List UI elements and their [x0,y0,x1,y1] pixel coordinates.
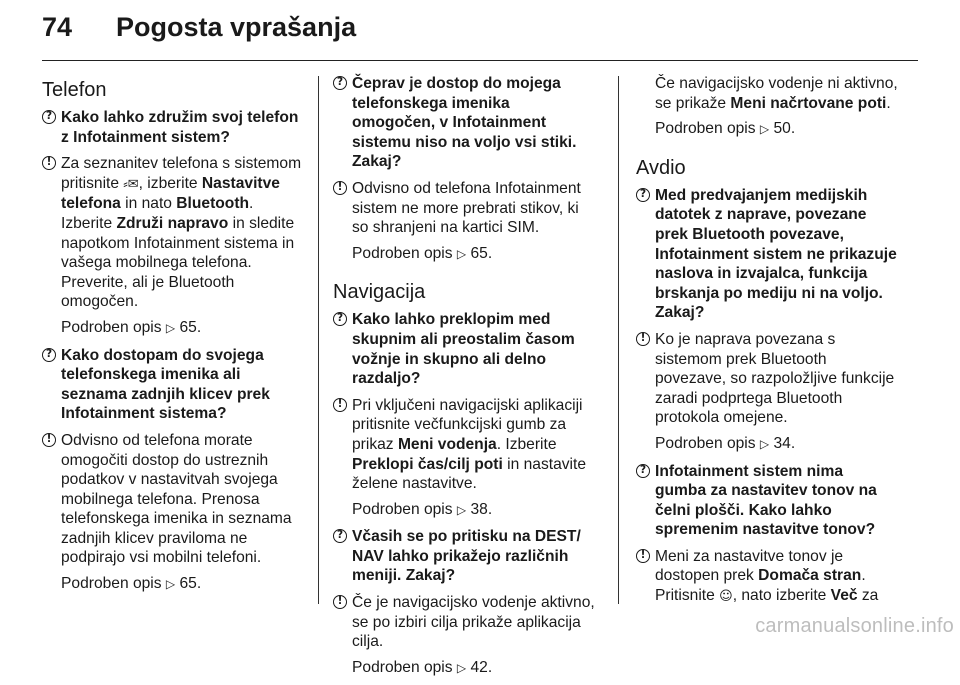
reference: Podroben opis ▷ 65. [61,318,202,336]
column-left [42,74,304,602]
answer-item [636,330,898,455]
question-icon: ? [42,348,56,362]
question-item [636,462,898,540]
reference-arrow-icon: ▷ [759,122,770,137]
question-icon: ? [636,188,650,202]
answer-text: Odvisno od telefona Infotainment sistem ne more prebrati stikov, ki so shranjeni na kartici SIM. Podroben opis ▷ 65. [352,179,595,264]
reference-arrow-icon: ▷ [165,320,176,335]
question-icon: ? [333,76,347,90]
reference: Podroben opis ▷ 65. [61,575,202,593]
page-title: Pogosta vprašanja [116,12,357,42]
question-icon: ? [333,312,347,326]
reference: Podroben opis ▷ 42. [352,658,493,676]
answer-icon: ! [636,549,650,563]
question-text: Infotainment sistem nima gumba za nastavitev tonov na čelni plošči. Kako lahko spremenim nastavitve tonov? [655,462,877,539]
answer-icon: ! [42,433,56,447]
reference-arrow-icon: ▷ [456,246,467,261]
reference: Podroben opis ▷ 65. [352,244,493,262]
answer-text: Meni za nastavitve tonov je dostopen prek Domača stran. Pritisnite ☺, nato izberite Več za [655,547,879,605]
section-heading-navigacija: Navigacija [333,281,426,304]
question-item [333,310,595,388]
question-item [42,346,304,424]
question-item [636,186,898,323]
answer-item [42,154,304,338]
answer-item [42,431,304,595]
section-heading-avdio: Avdio [636,156,686,179]
reference-arrow-icon: ▷ [759,436,770,451]
question-text: Včasih se po pritisku na DEST/ NAV lahko prikažejo različnih meniji. Zakaj? [352,528,581,585]
answer-item [333,593,595,678]
question-icon: ? [42,110,56,124]
page-header [0,0,960,62]
question-item [333,74,595,172]
question-text: Kako dostopam do svojega telefonskega imenika ali seznama zadnjih klicev prek Infotainment sistema? [61,346,270,423]
answer-text: Za seznanitev telefona s sistemom pritisnite ⸗✉, izberite Nastavitve telefona in nato Bluetooth. Izberite Združi napravo in sledite napotkom Infotainment sistema in vašega mobilnega telefona. Preverite, ali je Bluetooth omogočen. Podroben opis ▷ 65. [61,154,304,338]
answer-item [636,547,898,607]
section-heading-telefon: Telefon [42,79,107,101]
answer-text: Odvisno od telefona morate omogočiti dostop do ustreznih podatkov v nastavitvah svojega mobilnega telefona. Prenosa telefonskega imenika in seznama zadnjih klicev praviloma ne podpirajo vsi mobilni telefoni. Podroben opis ▷ 65. [61,431,304,595]
answer-text: Če navigacijsko vodenje ni aktivno, se prikaže Meni načrtovane poti. Podroben opis ▷ 50. [655,74,898,140]
question-text: Kako lahko preklopim med skupnim ali preostalim časom vožnje in skupno ali delno razdaljo? [352,311,575,388]
column-right [636,74,898,614]
answer-item [333,396,595,521]
question-text: Čeprav je dostop do mojega telefonskega imenika omogočen, v Infotainment sistemu niso na voljo vsi stiki. Zakaj? [352,75,577,171]
reference: Podroben opis ▷ 50. [655,120,796,138]
watermark: carmanualsonline.info [755,615,954,637]
reference-arrow-icon: ▷ [456,502,467,517]
answer-icon: ! [333,595,347,609]
question-text: Med predvajanjem medijskih datotek z naprave, povezane prek Bluetooth povezave, Infotainment sistem ne prikazuje naslova in izvajalca, funkcija brskanja po mediju ni na voljo. Zakaj? [655,186,897,322]
answer-item [333,179,595,264]
answer-icon: ! [333,181,347,195]
reference: Podroben opis ▷ 38. [352,500,493,518]
reference-arrow-icon: ▷ [165,577,176,592]
answer-icon: ! [333,398,347,412]
answer-icon: ! [636,332,650,346]
answer-text: Če je navigacijsko vodenje aktivno, se po izbiri cilja prikaže aplikacija cilja. Podroben opis ▷ 42. [352,593,595,678]
column-divider [318,76,319,604]
column-middle [333,74,595,685]
answer-text: Ko je naprava povezana s sistemom prek Bluetooth povezave, so razpoložljive funkcije zaradi podprtega Bluetooth protokola omejene. Podroben opis ▷ 34. [655,330,898,455]
question-icon: ? [636,464,650,478]
column-divider [618,76,619,604]
answer-text: Pri vključeni navigacijski aplikaciji pritisnite večfunkcijski gumb za prikaz Meni vodenja. Izberite Preklopi čas/cilj poti in nastavite želene nastavitve. Podroben opis ▷ 38. [352,396,595,521]
reference-arrow-icon: ▷ [456,660,467,675]
question-icon: ? [333,529,347,543]
header-rule [42,60,918,61]
question-item [333,527,595,586]
answer-continuation [636,74,898,140]
reference: Podroben opis ▷ 34. [655,434,796,452]
tone-settings-icon: ☺ [719,589,733,605]
page-number: 74 [42,12,73,42]
answer-icon: ! [42,156,56,170]
phone-settings-icon: ⸗✉ [123,176,139,192]
question-item [42,108,304,147]
question-text: Kako lahko združim svoj telefon z Infotainment sistem? [61,109,299,146]
